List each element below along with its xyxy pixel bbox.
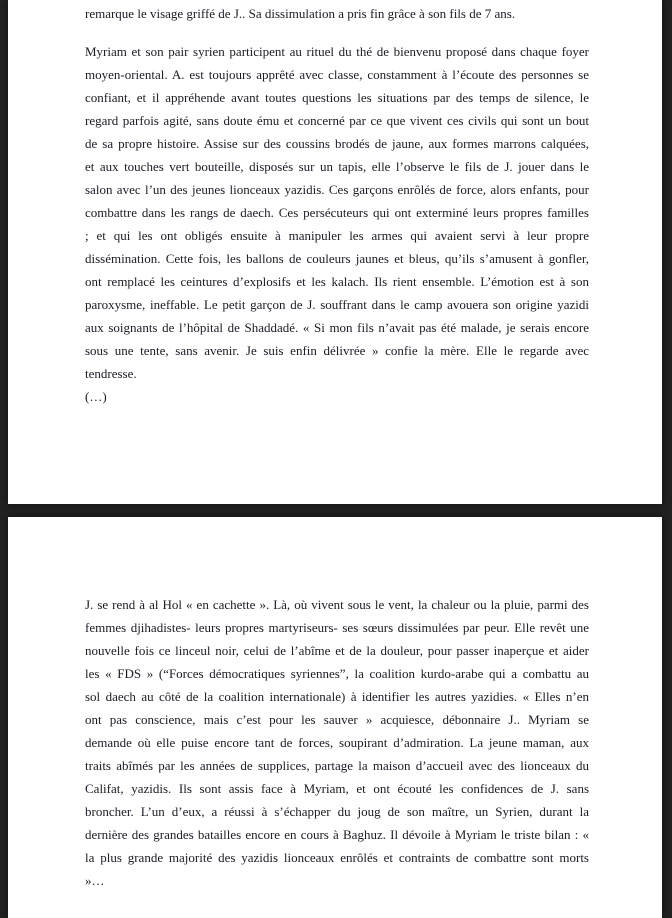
page-2-text [8, 517, 662, 892]
text-line: ont remplacé les ceintures d’explosifs et les kalach. Ils rient ensemble. L’émotion est à son [85, 274, 589, 289]
text-line: traits abîmés par les années de supplices, partage la maison d’accueil avec des lionceaux du [85, 758, 589, 773]
text-line: J. se rend à al Hol « en cachette ». Là, où vivent sous le vent, la chaleur ou la pluie, parmi des [85, 597, 589, 612]
paragraph [85, 385, 589, 408]
document-page-1 [8, 0, 662, 504]
paragraph [85, 593, 589, 892]
text-line: nouvelle fois ce linceul noir, celui de l’abîme et de la douleur, pour passer inaperçue et aider [85, 643, 589, 658]
text-line: sol daech au côté de la coalition internationale) à identifier les autres yazidies. « Elles n’en [85, 689, 589, 704]
text-line: tendresse. [85, 366, 137, 381]
text-line: aux soignants de l’hôpital de Shaddadé. « Si mon fils n’avait pas été malade, je serais encore [85, 320, 589, 335]
text-line: de sa propre histoire. Assise sur des coussins brodés de jaune, aux formes marrons calquées, [85, 136, 589, 151]
text-line: broncher. L’un d’eux, a réussi à s’échapper du joug de son maître, un Syrien, durant la [85, 804, 589, 819]
text-line: combattre dans les rangs de daech. Ces persécuteurs qui ont exterminé leurs propres familles [85, 205, 589, 220]
text-line: (…) [85, 389, 107, 404]
text-line: la plus grande majorité des yazidis lionceaux enrôlés et contraints de combattre sont morts [85, 850, 589, 865]
text-line: ; et qui les ont obligés ensuite à manipuler les armes qui avaient servi à leur propre [85, 228, 589, 243]
document-page-2 [8, 517, 662, 918]
text-line: Califat, yazidis. Ils sont assis face à Myriam, et ont écouté les confidences de J. sans [85, 781, 589, 796]
paragraph [85, 2, 589, 25]
text-line: moyen-oriental. A. est toujours apprêté avec classe, constamment à l’écoute des personnes se [85, 67, 589, 82]
paragraph [85, 40, 589, 385]
text-line: sous une tente, sans avenir. Je suis enfin délivrée » confie la mère. Elle le regarde avec [85, 343, 589, 358]
text-line: demande où elle puise encore tant de forces, soupirant d’admiration. La jeune maman, aux [85, 735, 589, 750]
text-line: paroxysme, ineffable. Le petit garçon de J. souffrant dans le camp avouera son origine yazidi [85, 297, 589, 312]
text-line: confiant, et il appréhende avant toutes questions les situations par des temps de silence, le [85, 90, 589, 105]
text-line: remarque le visage griffé de J.. Sa dissimulation a pris fin grâce à son fils de 7 ans. [85, 6, 516, 21]
text-line: »… [85, 873, 105, 888]
text-line: les « FDS » (“Forces démocratiques syriennes”, la coalition kurdo-arabe qui a combattu au [85, 666, 589, 681]
text-line: regard parfois agité, sans doute ému et concerné par ce que vivent ces civils qui sont un bout [85, 113, 589, 128]
text-line: dernière des grandes batailles encore en cours à Baghuz. Il dévoile à Myriam le triste bilan : « [85, 827, 589, 842]
text-line: femmes djihadistes- leurs propres martyriseurs- ses sœurs dissimulées par peur. Elle revêt une [85, 620, 589, 635]
text-line: et aux touches vert bouteille, disposés sur un tapis, elle l’observe le fils de J. jouer dans le [85, 159, 589, 174]
text-line: dissémination. Cette fois, les ballons de couleurs jaunes et bleus, qu’ils s’amusent à gonfler, [85, 251, 589, 266]
text-line: ont pas conscience, mais c’est pour les sauver » acquiesce, débonnaire J.. Myriam se [85, 712, 589, 727]
text-line: salon avec l’un des jeunes lionceaux yazidis. Ces garçons enrôlés de force, alors enfants, pour [85, 182, 589, 197]
text-line: Myriam et son pair syrien participent au rituel du thé de bienvenu proposé dans chaque foyer [85, 44, 589, 59]
page-1-text [8, 0, 662, 408]
